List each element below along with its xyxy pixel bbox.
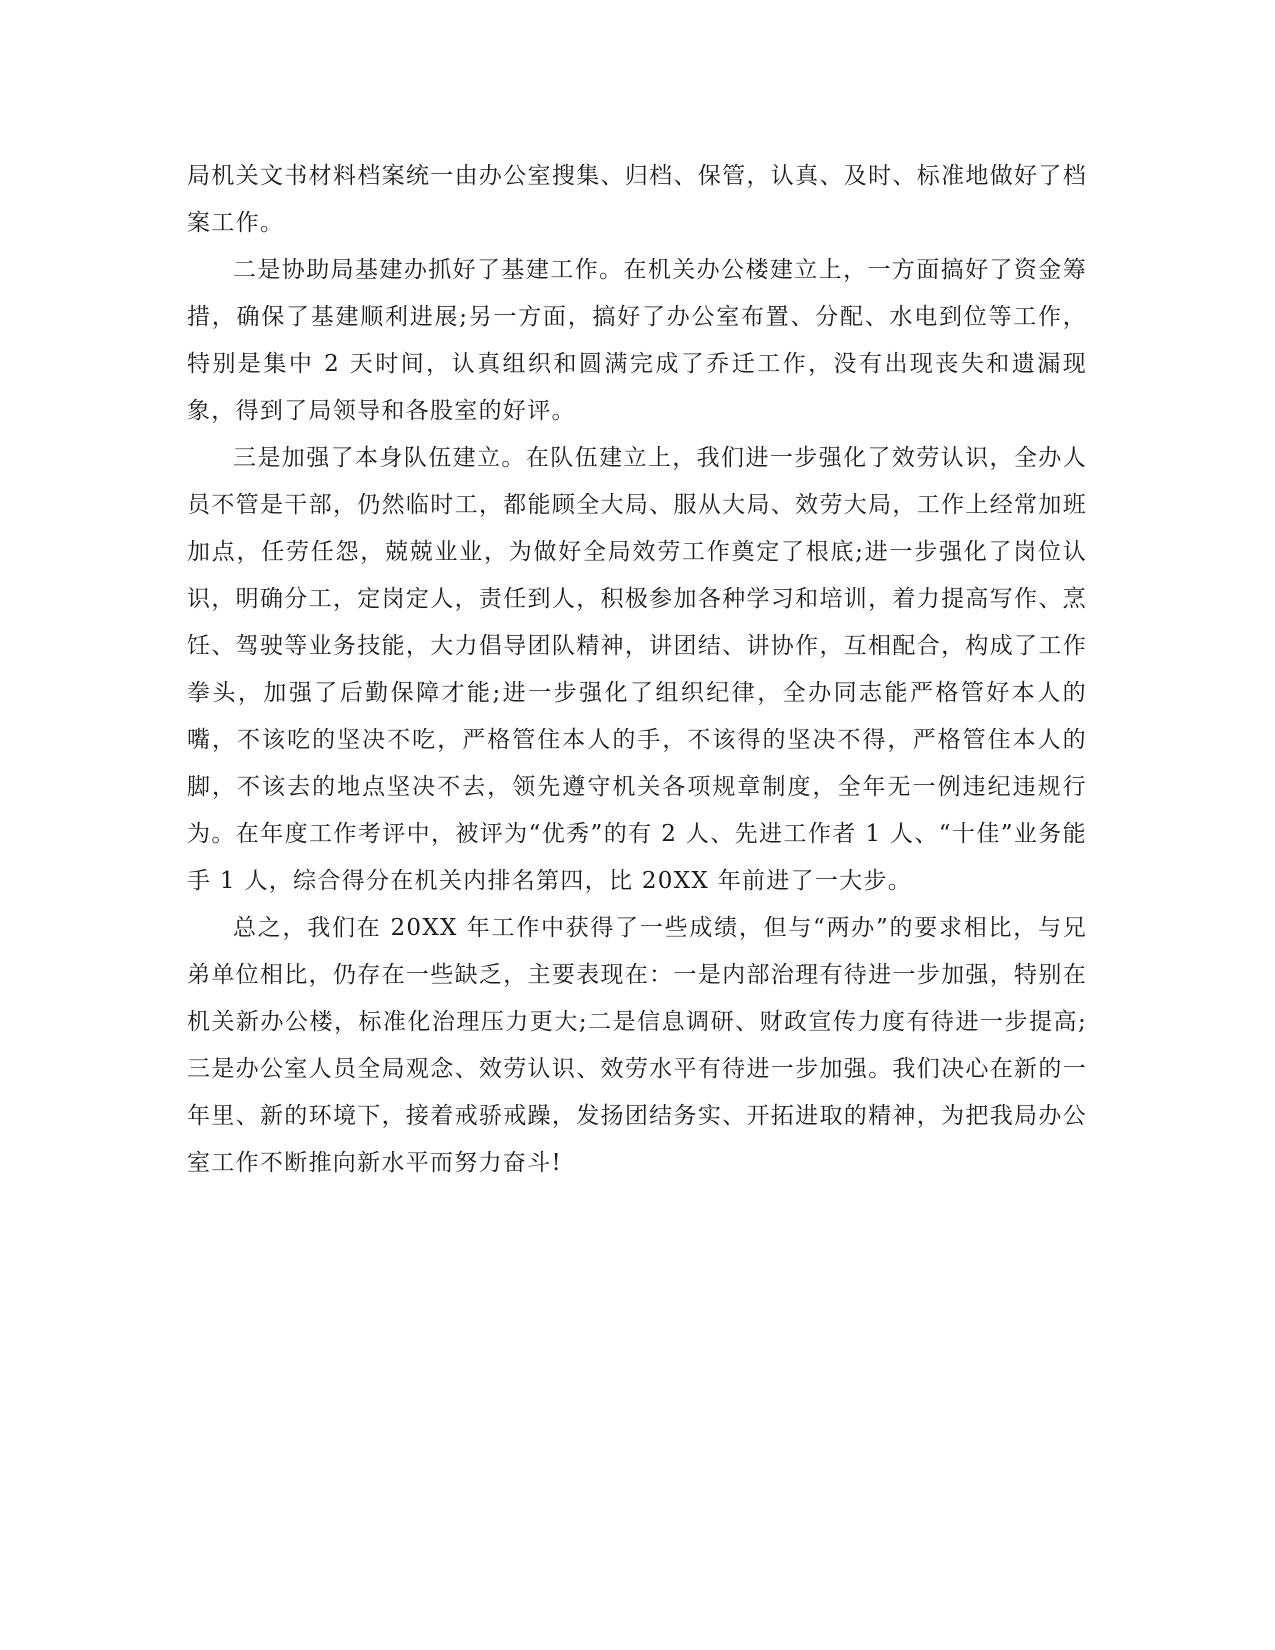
paragraph-summary: 总之，我们在 20XX 年工作中获得了一些成绩，但与“两办”的要求相比，与兄弟单位相比，仍存在一些缺乏，主要表现在：一是内部治理有待进一步加强，特别在机关新办公楼，标准化治理压力更大;二是信息调研、财政宣传力度有待进一步提高;三是办公室人员全局观念、效劳认识、效劳水平有待进一步加强。我们决心在新的一年里、新的环境下，接着戒骄戒躁，发扬团结务实、开拓进取的精神，为把我局办公室工作不断推向新水平而努力奋斗! [187,915,1087,1176]
paragraph-archive-work: 局机关文书材料档案统一由办公室搜集、归档、保管，认真、及时、标准地做好了档案工作。 [187,163,1087,236]
document-body [187,153,1087,1187]
paragraph-infrastructure-work: 二是协助局基建办抓好了基建工作。在机关办公楼建立上，一方面搞好了资金筹措，确保了基建顺利进展;另一方面，搞好了办公室布置、分配、水电到位等工作，特别是集中 2 天时间，认真组织和圆满完成了乔迁工作，没有出现丧失和遗漏现象，得到了局领导和各股室的好评。 [187,257,1087,424]
paragraph-team-building: 三是加强了本身队伍建立。在队伍建立上，我们进一步强化了效劳认识，全办人员不管是干部，仍然临时工，都能顾全大局、服从大局、效劳大局，工作上经常加班加点，任劳任怨，兢兢业业，为做好全局效劳工作奠定了根底;进一步强化了岗位认识，明确分工，定岗定人，责任到人，积极参加各种学习和培训，着力提高写作、烹饪、驾驶等业务技能，大力倡导团队精神，讲团结、讲协作，互相配合，构成了工作拳头，加强了后勤保障才能;进一步强化了组织纪律，全办同志能严格管好本人的嘴，不该吃的坚决不吃，严格管住本人的手，不该得的坚决不得，严格管住本人的脚，不该去的地点坚决不去，领先遵守机关各项规章制度，全年无一例违纪违规行为。在年度工作考评中，被评为“优秀”的有 2 人、先进工作者 1 人、“十佳”业务能手 1 人，综合得分在机关内排名第四，比 20XX 年前进了一大步。 [187,445,1087,894]
